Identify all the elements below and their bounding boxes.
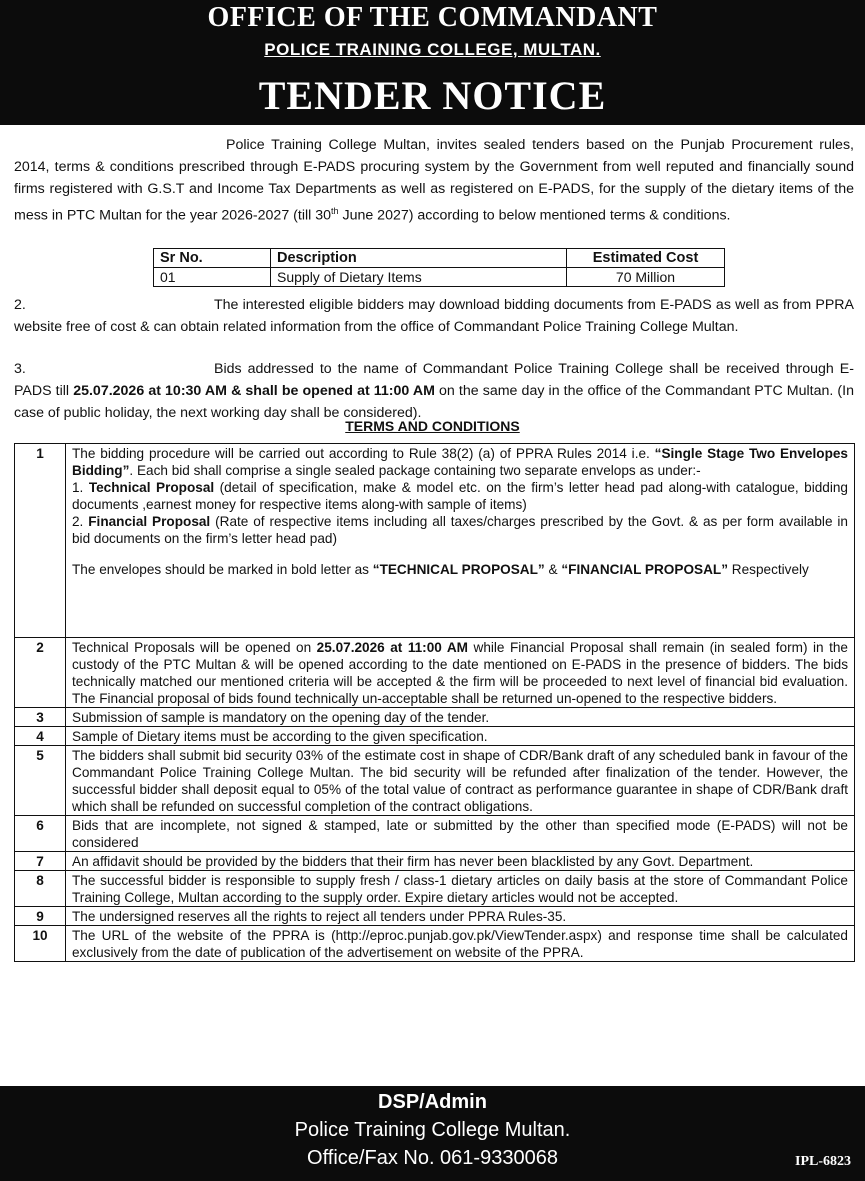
term-number: 3 bbox=[15, 708, 66, 727]
paragraph-2: 2. The interested eligible bidders may download bidding documents from E-PADS as well as from PPRA website free of cost & can obtain related information from the office of Commandant Police Training College Multan. bbox=[14, 294, 854, 338]
signatory-designation: DSP/Admin bbox=[378, 1091, 487, 1113]
term-number: 4 bbox=[15, 727, 66, 746]
term-text: An affidavit should be provided by the bidders that their firm has never been blacklisted by any Govt. Department. bbox=[66, 852, 855, 871]
terms-title: TERMS AND CONDITIONS bbox=[345, 418, 520, 434]
paragraph-2-number: 2. bbox=[14, 297, 26, 313]
items-table-header bbox=[154, 249, 725, 268]
term-text: The bidders shall submit bid security 03% of the estimate cost in shape of CDR/Bank draft of any scheduled bank in favour of the Commandant Police Training College Multan. The bid security will be refunded after finalization of the tender. However, the successful bidder shall deposit equal to 05% of the total value of contract as performance guarantee in shape of CDR/Bank draft which shall be refunded on successful completion of the contract obligations. bbox=[66, 746, 855, 816]
term-text: The bidding procedure will be carried out according to Rule 38(2) (a) of PPRA Rules 2014 i.e. “Single Stage Two Envelopes Bidding”. Each bid shall comprise a single sealed package containing two separate envelops as under:- 1. Technical Proposal (detail of specification, make & model etc. on the firm’s letter head pad along-with catalogue, bidding documents ,earnest money for respective items along-with sample of items) 2. Financial Proposal (Rate of respective items including all taxes/charges prescribed by the Govt. & as per form available in bid documents on the firm’s letter head pad) The envelopes should be marked in bold letter as “TECHNICAL PROPOSAL” & “FINANCIAL PROPOSAL” Respectively bbox=[66, 444, 855, 638]
term-text: Sample of Dietary items must be according to the given specification. bbox=[66, 727, 855, 746]
term-number: 1 bbox=[15, 444, 66, 638]
table-row bbox=[15, 926, 855, 962]
header-description: Description bbox=[271, 249, 567, 268]
table-row bbox=[15, 852, 855, 871]
intro-paragraph: Police Training College Multan, invites sealed tenders based on the Punjab Procurement rules, 2014, terms & conditions prescribed through E-PADS procuring system by the Government from well reputed and financially sound firms registered with G.S.T and Income Tax Departments as well as registered on E-PADS, for the supply of the dietary items of the mess in PTC Multan for the year 2026-2027 (till 30th June 2027) according to below mentioned terms & conditions. bbox=[14, 137, 854, 224]
table-row bbox=[15, 907, 855, 926]
table-row bbox=[15, 638, 855, 708]
signatory-college: Police Training College Multan. bbox=[294, 1119, 571, 1141]
table-row bbox=[15, 727, 855, 746]
term-text: The successful bidder is responsible to supply fresh / class-1 dietary articles on daily basis at the store of Commandant Police Training College, Multan according to the supply order. Expire dietary articles would not be accepted. bbox=[66, 871, 855, 907]
cell-description: Supply of Dietary Items bbox=[271, 268, 567, 287]
tender-notice-title: TENDER NOTICE bbox=[258, 73, 607, 118]
term-number: 2 bbox=[15, 638, 66, 708]
header-sr-no: Sr No. bbox=[154, 249, 271, 268]
terms-table bbox=[14, 443, 855, 962]
table-row bbox=[154, 268, 725, 287]
notice-header bbox=[0, 0, 865, 125]
ipl-code: IPL-6823 bbox=[795, 1154, 851, 1169]
table-row bbox=[15, 444, 855, 638]
term-text: Bids that are incomplete, not signed & stamped, late or submitted by the other than specified mode (E-PADS) will not be considered bbox=[66, 816, 855, 852]
items-table bbox=[153, 248, 725, 287]
term-number: 9 bbox=[15, 907, 66, 926]
header-estimated-cost: Estimated Cost bbox=[567, 249, 725, 268]
term-number: 8 bbox=[15, 871, 66, 907]
paragraph-3: 3. Bids addressed to the name of Commandant Police Training College shall be received through E-PADS till 25.07.2026 at 10:30 AM & shall be opened at 11:00 AM on the same day in the office of the Commandant PTC Multan. (In case of public holiday, the next working day shall be considered). bbox=[14, 358, 854, 424]
intro-superscript: th bbox=[331, 206, 339, 216]
term-number: 7 bbox=[15, 852, 66, 871]
term-number: 6 bbox=[15, 816, 66, 852]
term-text: Technical Proposals will be opened on 25.07.2026 at 11:00 AM while Financial Proposal shall remain (in sealed form) in the custody of the PTC Multan & will be opened according to the date mentioned on E-PADS in the presence of bidders. The bids technically matched our mentioned criteria will be accepted & the firm will be proceeded to next level of financial bid evaluation. The Financial proposal of bids found technically un-acceptable shall be returned un-opened to the respective bidders. bbox=[66, 638, 855, 708]
term-number: 5 bbox=[15, 746, 66, 816]
contact-number: Office/Fax No. 061-9330068 bbox=[307, 1147, 558, 1169]
paragraph-3-number: 3. bbox=[14, 361, 26, 377]
college-title: POLICE TRAINING COLLEGE, MULTAN. bbox=[264, 40, 601, 59]
cell-estimated-cost: 70 Million bbox=[567, 268, 725, 287]
table-row bbox=[15, 816, 855, 852]
term-text: The URL of the website of the PPRA is (http://eproc.punjab.gov.pk/ViewTender.aspx) and response time shall be calculated exclusively from the date of publication of the advertisement on website of the PPRA. bbox=[66, 926, 855, 962]
table-row bbox=[15, 746, 855, 816]
notice-footer bbox=[0, 1086, 865, 1181]
term-text: The undersigned reserves all the rights to reject all tenders under PPRA Rules-35. bbox=[66, 907, 855, 926]
term-number: 10 bbox=[15, 926, 66, 962]
office-title: OFFICE OF THE COMMANDANT bbox=[207, 2, 658, 33]
table-row bbox=[15, 708, 855, 727]
table-row bbox=[15, 871, 855, 907]
term-text: Submission of sample is mandatory on the opening day of the tender. bbox=[66, 708, 855, 727]
cell-sr-no: 01 bbox=[154, 268, 271, 287]
